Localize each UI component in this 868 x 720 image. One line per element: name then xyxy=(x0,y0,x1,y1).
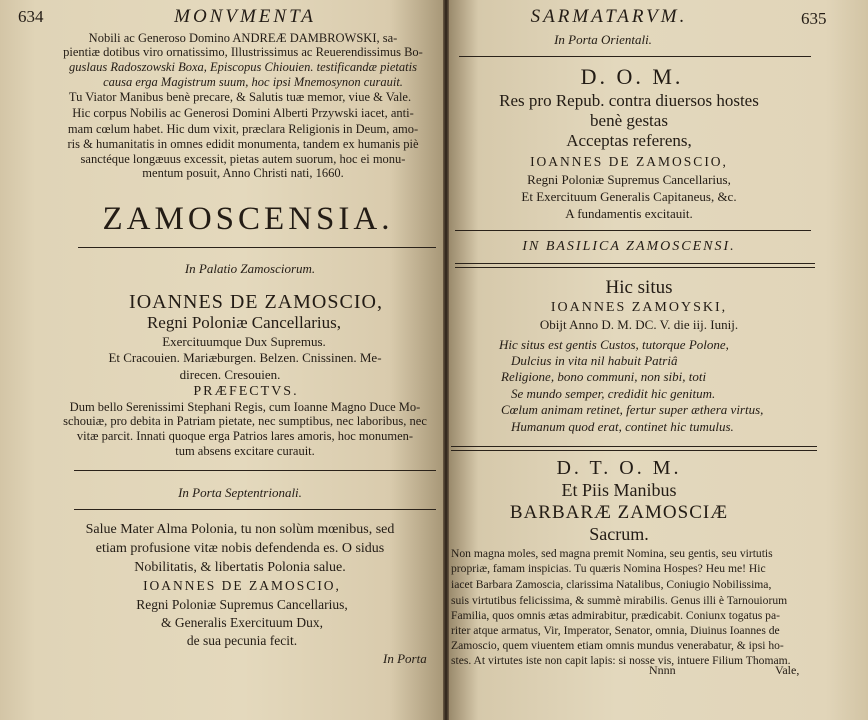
location-heading: In Porta Septentrionali. xyxy=(178,485,302,500)
inscription-line: A fundamentis excitauit. xyxy=(565,206,693,221)
text-line: guslaus Radoszowski Boxa, Episcopus Chiouien. testificandæ pietatis xyxy=(69,60,417,74)
inscription-line: Acceptas referens, xyxy=(566,131,692,150)
divider xyxy=(455,230,811,231)
inscription-line: BARBARÆ ZAMOSCIÆ xyxy=(509,502,729,523)
text-line: Tu Viator Manibus benè precare, & Salutis tuæ memor, viue & Vale. xyxy=(68,90,412,104)
catchword-right: Vale, xyxy=(775,663,800,677)
section-title: ZAMOSCENSIA. xyxy=(102,201,394,237)
divider xyxy=(74,470,436,471)
inscription-line: IOANNES DE ZAMOSCIO, xyxy=(143,578,341,593)
inscription-line: Salue Mater Alma Polonia, tu non solùm mœnibus, sed xyxy=(85,522,395,537)
inscription-line: IOANNES DE ZAMOSCIO, xyxy=(530,154,728,169)
text-line: mam cœlum habet. Hic dum vixit, præclara Religionis in Deum, amo- xyxy=(67,122,419,136)
inscription-line: PRÆFECTVS. xyxy=(193,384,299,399)
running-head-left: MONVMENTA xyxy=(174,6,316,27)
prose-line: propriæ, famam inspicias. Tu quæris Nomina Hospes? Heu me! Hic xyxy=(451,562,766,575)
inscription-line: & Generalis Exercituum Dux, xyxy=(161,615,323,630)
divider xyxy=(78,247,436,248)
inscription-line: Et Piis Manibus xyxy=(561,480,677,500)
inscription-line: tum absens excitare curauit. xyxy=(175,444,315,458)
epitaph-line: Humanum quod erat, continet hic tumulus. xyxy=(511,419,734,434)
text-line: pientiæ dotibus viro ornatissimo, Illustrissimus ac Reuerendissimus Bo- xyxy=(63,45,423,59)
inscription-line: direcen. Cresouien. xyxy=(179,367,281,382)
inscription-line: etiam profusione vitæ nobis defendenda es. O sidus xyxy=(95,541,385,556)
prose-line: riter atque armatus, Vir, Imperator, Senator, omnia, Diuinus Ioannes de xyxy=(451,624,780,637)
text-line: ris & humanitatis in omnes edidit monumenta, tandem ex humanis piè xyxy=(67,137,419,151)
double-divider xyxy=(455,263,815,268)
prose-line: Familia, quos omnis ætas admirabitur, prædicabit. Coniunx togatus pa- xyxy=(451,609,780,622)
inscription-line: benè gestas xyxy=(590,111,668,130)
location-heading: In Porta Orientali. xyxy=(554,32,652,47)
epitaph-line: Se mundo semper, credidit hic genitum. xyxy=(511,386,716,401)
signature-mark: Nnnn xyxy=(649,663,676,677)
epitaph-line: Dulcius in vita nil habuit Patriâ xyxy=(511,353,678,368)
inscription-line: Sacrum. xyxy=(589,524,649,544)
epitaph-line: Religione, bono communi, non sibi, toti xyxy=(501,369,707,384)
inscription-line: Exercituumque Dux Supremus. xyxy=(162,334,326,349)
inscription-line: Res pro Repub. contra diuersos hostes xyxy=(499,91,759,110)
text-line: Hic corpus Nobilis ac Generosi Domini Alberti Przywski iacet, anti- xyxy=(72,106,414,120)
inscription-line: Regni Poloniæ Cancellarius, xyxy=(146,313,342,332)
text-line: sanctéque longæuus excessit, pietas autem suorum, hoc ei monu- xyxy=(80,152,406,166)
prose-line: Zamoscio, quem viuentem etiam omnis mundus venerabatur, & ipsi ho- xyxy=(451,639,784,652)
inscription-line: Obijt Anno D. M. DC. V. die iij. Iunij. xyxy=(539,317,739,332)
catchword-left: In Porta xyxy=(383,651,427,666)
inscription-line: Nobilitatis, & libertatis Polonia salue. xyxy=(134,560,346,575)
inscription-line: de sua pecunia fecit. xyxy=(186,633,298,648)
text-line: mentum posuit, Anno Christi nati, 1660. xyxy=(142,166,344,180)
inscription-line: vitæ parcit. Innati quoque erga Patrios lares amoris, hoc monumen- xyxy=(76,429,414,443)
inscription-line: IOANNES ZAMOYSKI, xyxy=(550,300,728,315)
text-line: Nobili ac Generoso Domino ANDREÆ DAMBROWSKI, sa- xyxy=(88,31,398,45)
running-head-right: SARMATARVM. xyxy=(530,6,688,27)
prose-line: stes. At virtutes iste non capit lapis: si nosse vis, intuere Filium Thomam. xyxy=(451,654,791,667)
inscription-line: Regni Poloniæ Supremus Cancellarius, xyxy=(527,172,731,187)
divider xyxy=(459,56,811,57)
divider xyxy=(74,509,436,510)
prose-line: suis virtutibus felicissima, & summè mirabilis. Genus illi è Tarnouiorum xyxy=(451,594,788,607)
inscription-line: schouiæ, pro debita in Patriam pietate, nec sumptibus, nec laboribus, nec xyxy=(63,414,427,428)
inscription-line: Et Exercituum Generalis Capitaneus, &c. xyxy=(521,189,737,204)
page-number-right: 635 xyxy=(801,9,827,28)
location-heading: In Palatio Zamosciorum. xyxy=(184,261,316,276)
right-page xyxy=(449,0,868,720)
inscription-line: Regni Poloniæ Supremus Cancellarius, xyxy=(136,597,348,612)
inscription-line: Et Cracouien. Mariæburgen. Belzen. Cnissinen. Me- xyxy=(108,350,382,365)
inscription-line: Dum bello Serenissimi Stephani Regis, cum Ioanne Magno Duce Mo- xyxy=(69,400,421,414)
location-heading: IN BASILICA ZAMOSCENSI. xyxy=(522,239,736,254)
epitaph-line: Cœlum animam retinet, fertur super æthera virtus, xyxy=(501,402,764,417)
text-line: causa erga Magistrum suum, hoc ipsi Mnemosynon curauit. xyxy=(103,75,403,89)
inscription-line: Hic situs xyxy=(605,277,673,298)
epitaph-line: Hic situs est gentis Custos, tutorque Polone, xyxy=(499,337,729,352)
inscription-line: D. O. M. xyxy=(580,64,684,89)
double-divider xyxy=(451,446,817,451)
prose-line: iacet Barbara Zamoscia, clarissima Natalibus, Coniugio Nobilissima, xyxy=(451,578,772,591)
inscription-line: D. T. O. M. xyxy=(556,457,682,479)
prose-line: Non magna moles, sed magna premit Nomina, seu gentis, seu virtutis xyxy=(451,547,773,560)
page-number-left: 634 xyxy=(18,7,44,26)
inscription-line: IOANNES DE ZAMOSCIO, xyxy=(129,291,383,313)
